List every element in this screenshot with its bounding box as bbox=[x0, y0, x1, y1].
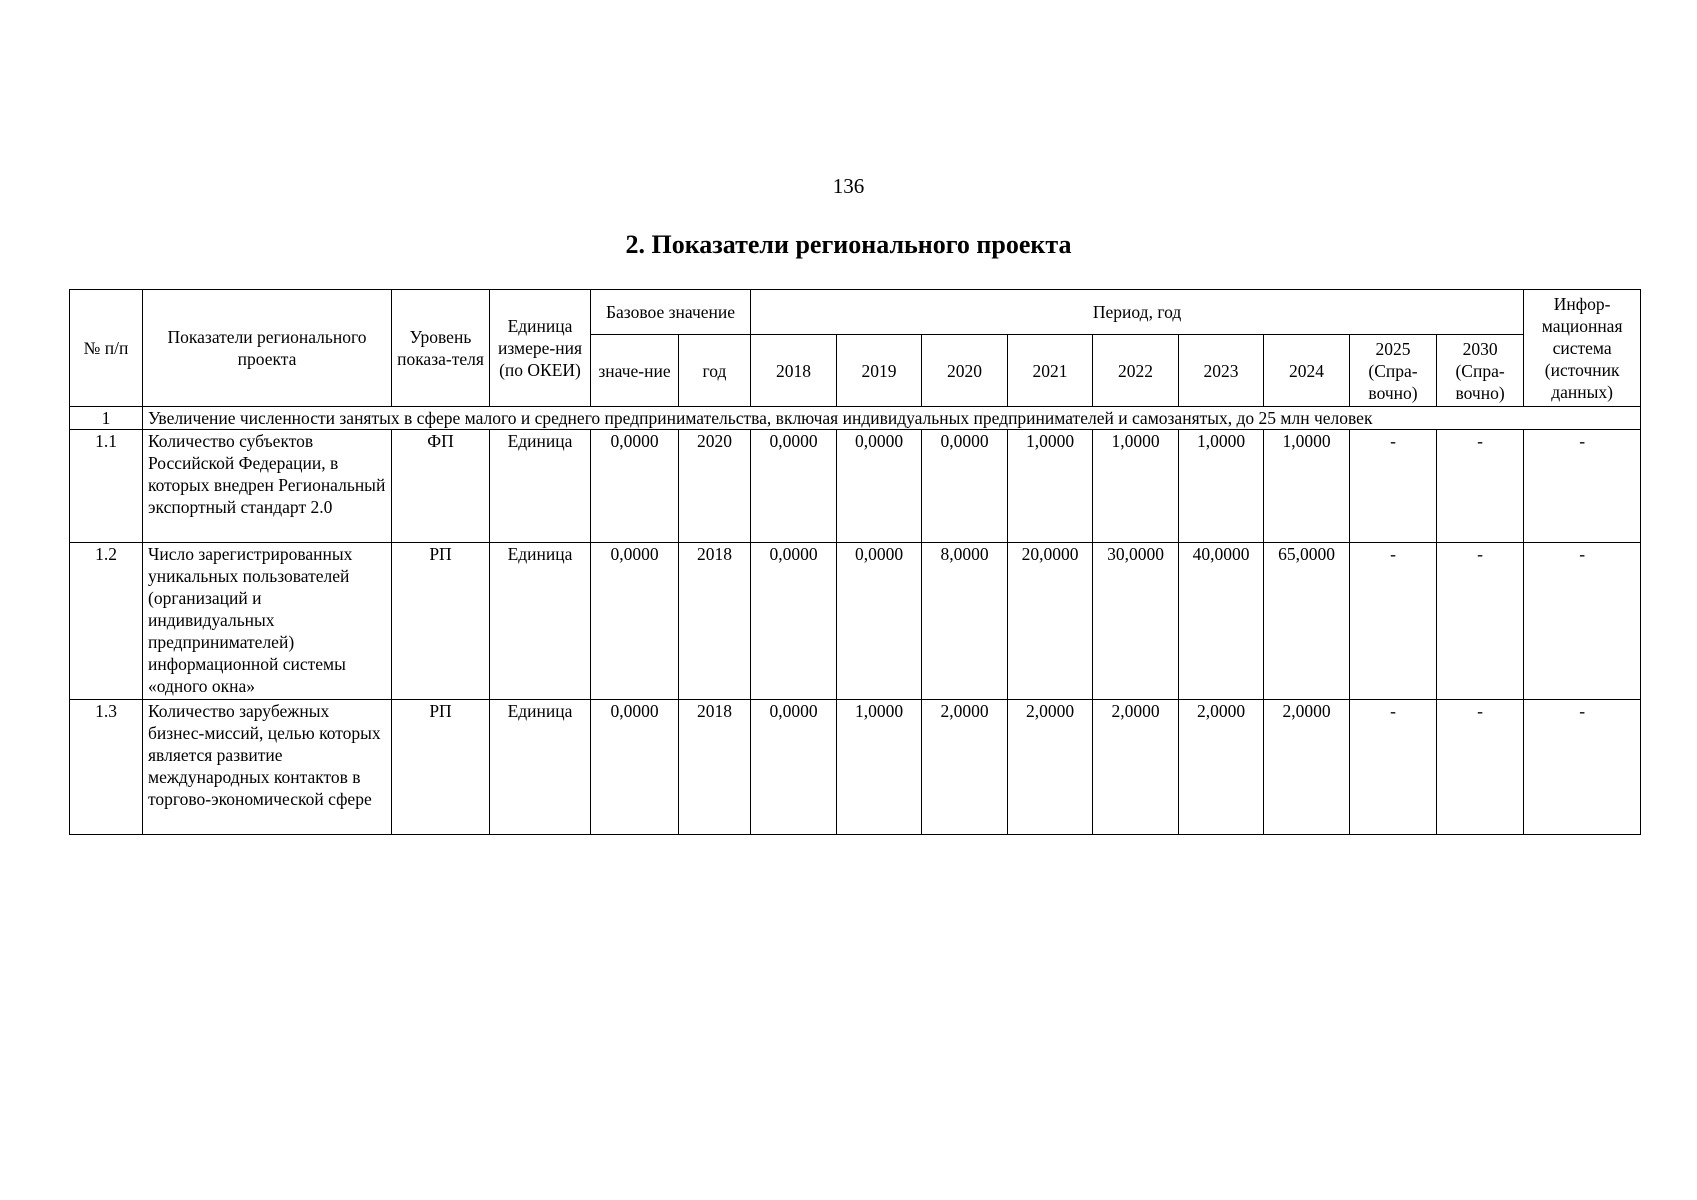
header-year-2025: 2025 (Спра-вочно) bbox=[1350, 335, 1437, 407]
row-info-system: - bbox=[1524, 543, 1641, 700]
row-value-2018: 0,0000 bbox=[751, 543, 837, 700]
header-base-year: год bbox=[679, 335, 751, 407]
header-base: Базовое значение bbox=[591, 290, 751, 335]
row-base-value: 0,0000 bbox=[591, 543, 679, 700]
row-value-2024: 65,0000 bbox=[1264, 543, 1350, 700]
row-value-2030: - bbox=[1437, 700, 1524, 835]
table-row bbox=[70, 430, 1641, 543]
header-year-2022: 2022 bbox=[1093, 335, 1179, 407]
header-num: № п/п bbox=[70, 290, 143, 407]
section-num: 1 bbox=[70, 407, 143, 430]
row-value-2021: 20,0000 bbox=[1008, 543, 1093, 700]
row-value-2021: 2,0000 bbox=[1008, 700, 1093, 835]
row-level: РП bbox=[392, 543, 490, 700]
row-base-value: 0,0000 bbox=[591, 430, 679, 543]
indicators-table bbox=[69, 289, 1641, 835]
row-info-system: - bbox=[1524, 430, 1641, 543]
row-base-year: 2020 bbox=[679, 430, 751, 543]
row-unit: Единица bbox=[490, 430, 591, 543]
row-value-2023: 1,0000 bbox=[1179, 430, 1264, 543]
table-body bbox=[70, 407, 1641, 835]
header-row-top bbox=[70, 290, 1641, 335]
row-value-2020: 8,0000 bbox=[922, 543, 1008, 700]
row-base-year: 2018 bbox=[679, 700, 751, 835]
header-year-2030: 2030 (Спра-вочно) bbox=[1437, 335, 1524, 407]
row-value-2019: 0,0000 bbox=[837, 430, 922, 543]
row-value-2023: 40,0000 bbox=[1179, 543, 1264, 700]
row-value-2019: 0,0000 bbox=[837, 543, 922, 700]
header-base-value: значе-ние bbox=[591, 335, 679, 407]
section-title: Увеличение численности занятых в сфере малого и среднего предпринимательства, включая индивидуальных предпринимателей и самозанятых, до 25 млн человек bbox=[143, 407, 1641, 430]
row-unit: Единица bbox=[490, 543, 591, 700]
table-header bbox=[70, 290, 1641, 407]
header-indicator: Показатели регионального проекта bbox=[143, 290, 392, 407]
row-num: 1.2 bbox=[70, 543, 143, 700]
row-num: 1.3 bbox=[70, 700, 143, 835]
row-level: ФП bbox=[392, 430, 490, 543]
row-value-2030: - bbox=[1437, 430, 1524, 543]
row-value-2022: 2,0000 bbox=[1093, 700, 1179, 835]
row-level: РП bbox=[392, 700, 490, 835]
row-value-2020: 0,0000 bbox=[922, 430, 1008, 543]
header-year-2024: 2024 bbox=[1264, 335, 1350, 407]
header-period: Период, год bbox=[751, 290, 1524, 335]
header-year-2018: 2018 bbox=[751, 335, 837, 407]
row-value-2020: 2,0000 bbox=[922, 700, 1008, 835]
row-value-2024: 2,0000 bbox=[1264, 700, 1350, 835]
row-value-2018: 0,0000 bbox=[751, 430, 837, 543]
row-value-2022: 30,0000 bbox=[1093, 543, 1179, 700]
page-number: 136 bbox=[832, 174, 865, 198]
row-indicator-name: Количество зарубежных бизнес-миссий, целью которых является развитие международных контактов в торгово-экономической сфере bbox=[143, 700, 392, 835]
row-value-2023: 2,0000 bbox=[1179, 700, 1264, 835]
header-level: Уровень показа-теля bbox=[392, 290, 490, 407]
row-num: 1.1 bbox=[70, 430, 143, 543]
row-indicator-name: Число зарегистрированных уникальных пользователей (организаций и индивидуальных предпринимателей) информационной системы «одного окна» bbox=[143, 543, 392, 700]
row-value-2022: 1,0000 bbox=[1093, 430, 1179, 543]
header-info-system: Инфор-мационная система (источник данных) bbox=[1524, 290, 1641, 407]
document-title: 2. Показатели регионального проекта bbox=[625, 230, 1072, 259]
row-value-2025: - bbox=[1350, 700, 1437, 835]
row-value-2018: 0,0000 bbox=[751, 700, 837, 835]
row-value-2019: 1,0000 bbox=[837, 700, 922, 835]
header-year-2019: 2019 bbox=[837, 335, 922, 407]
header-year-2020: 2020 bbox=[922, 335, 1008, 407]
row-info-system: - bbox=[1524, 700, 1641, 835]
row-value-2030: - bbox=[1437, 543, 1524, 700]
row-value-2024: 1,0000 bbox=[1264, 430, 1350, 543]
row-base-year: 2018 bbox=[679, 543, 751, 700]
section-row bbox=[70, 407, 1641, 430]
row-value-2021: 1,0000 bbox=[1008, 430, 1093, 543]
row-indicator-name: Количество субъектов Российской Федерации, в которых внедрен Региональный экспортный стандарт 2.0 bbox=[143, 430, 392, 543]
row-value-2025: - bbox=[1350, 430, 1437, 543]
table-row bbox=[70, 543, 1641, 700]
header-year-2021: 2021 bbox=[1008, 335, 1093, 407]
header-unit: Единица измере-ния (по ОКЕИ) bbox=[490, 290, 591, 407]
row-value-2025: - bbox=[1350, 543, 1437, 700]
header-year-2023: 2023 bbox=[1179, 335, 1264, 407]
table-row bbox=[70, 700, 1641, 835]
row-base-value: 0,0000 bbox=[591, 700, 679, 835]
row-unit: Единица bbox=[490, 700, 591, 835]
